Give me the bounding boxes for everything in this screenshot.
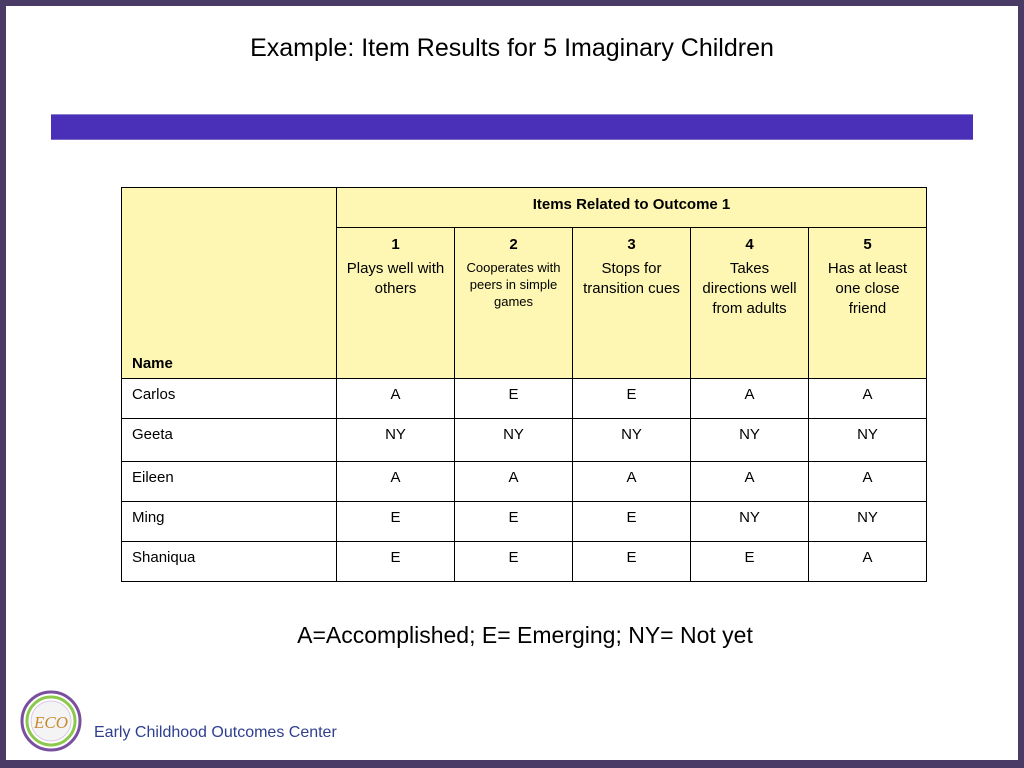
item-result: NY: [809, 419, 927, 462]
item-label: Takes directions well from adults: [702, 260, 797, 317]
item-result: E: [337, 502, 455, 542]
footer-organization: Early Childhood Outcomes Center: [94, 724, 337, 741]
results-table: [121, 187, 927, 582]
item-label: Plays well with others: [346, 260, 445, 297]
item-result: E: [455, 502, 573, 542]
item-label: Has at least one close friend: [827, 260, 908, 317]
slide-bottom-bar: [0, 760, 1024, 768]
item-label: Stops for transition cues: [583, 260, 680, 297]
item-result: E: [691, 542, 809, 582]
item-result: NY: [573, 419, 691, 462]
item-header-5: [809, 228, 927, 379]
item-result: E: [455, 379, 573, 419]
item-result: A: [809, 542, 927, 582]
item-result: NY: [455, 419, 573, 462]
item-result: A: [337, 379, 455, 419]
child-name: Geeta: [122, 419, 337, 462]
logo-lettering: ECO: [34, 713, 68, 732]
item-result: NY: [691, 502, 809, 542]
item-result: A: [691, 462, 809, 502]
item-number: 4: [745, 236, 754, 253]
item-result: A: [337, 462, 455, 502]
item-number: 3: [627, 236, 636, 253]
item-result: A: [573, 462, 691, 502]
item-header-2: [455, 228, 573, 379]
name-column-header: Name: [122, 188, 337, 379]
item-result: E: [337, 542, 455, 582]
item-number: 2: [509, 236, 518, 253]
item-result: E: [573, 502, 691, 542]
item-result: A: [455, 462, 573, 502]
child-name: Ming: [122, 502, 337, 542]
table-row: [122, 419, 927, 462]
item-label: Cooperates with peers in simple games: [466, 260, 561, 309]
item-number: 1: [391, 236, 400, 253]
slide-title: Example: Item Results for 5 Imaginary Children: [250, 34, 774, 62]
item-result: NY: [809, 502, 927, 542]
item-result: A: [691, 379, 809, 419]
table-row: [122, 542, 927, 582]
item-header-3: [573, 228, 691, 379]
eco-logo: [20, 690, 82, 752]
accent-bar: [51, 114, 973, 140]
table-row: [122, 502, 927, 542]
item-header-1: [337, 228, 455, 379]
item-result: E: [455, 542, 573, 582]
item-result: A: [809, 462, 927, 502]
outcome-group-header: Items Related to Outcome 1: [337, 188, 927, 228]
item-result: NY: [691, 419, 809, 462]
item-number: 5: [863, 236, 872, 253]
item-result: E: [573, 379, 691, 419]
table-row: [122, 462, 927, 502]
table-row: [122, 379, 927, 419]
item-result: A: [809, 379, 927, 419]
item-result: NY: [337, 419, 455, 462]
child-name: Eileen: [122, 462, 337, 502]
child-name: Shaniqua: [122, 542, 337, 582]
item-header-4: [691, 228, 809, 379]
child-name: Carlos: [122, 379, 337, 419]
item-result: E: [573, 542, 691, 582]
result-legend: A=Accomplished; E= Emerging; NY= Not yet: [297, 622, 753, 648]
